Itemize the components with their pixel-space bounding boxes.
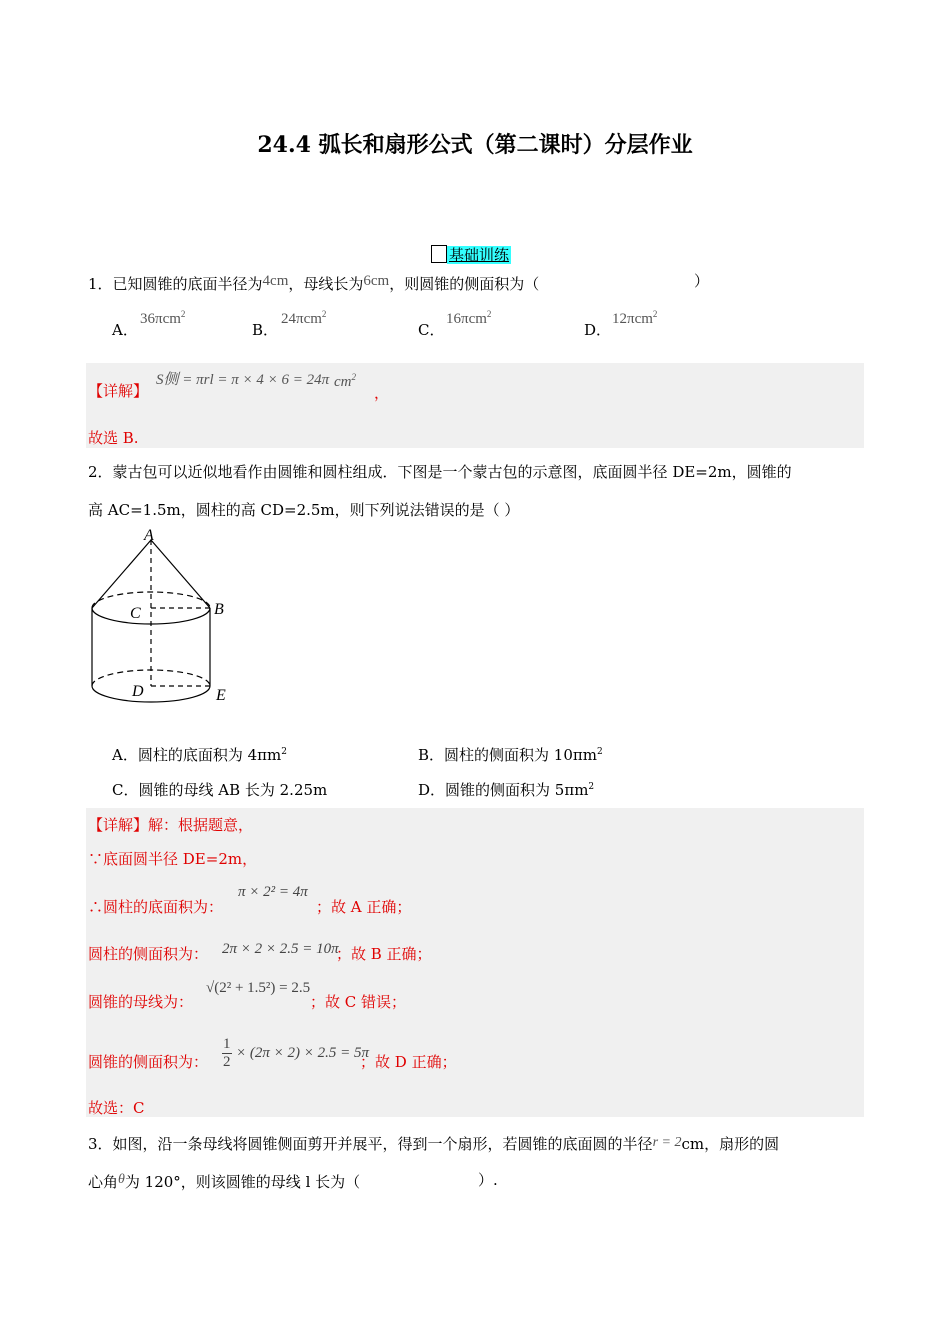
q2-answer-line2: ∵底面圆半径 DE=2m， [88,850,258,868]
q1-answer-unit [334,372,356,391]
q1-option-b-sup: 2 [321,309,327,319]
yurt-figure [84,528,244,718]
q2-stem-line2: 高 AC=1.5m，圆柱的高 CD=2.5m，则下列说法错误的是（ ） [88,501,520,519]
q1-option-a-value [140,309,185,328]
q2-answer-line4-tail: ；故 B 正确； [336,945,432,963]
bottom-ellipse-front [92,686,210,702]
q1-option-c-value [446,309,491,328]
label-d: D [132,683,144,700]
page-title: 24.4 弧长和扇形公式（第二课时）分层作业 [257,132,693,158]
section-label: 基础训练 [449,246,510,264]
q1-answer-unit-sup: 2 [351,372,356,382]
q1-answer-formula-text: S侧 = πrl = π × 4 × 6 = 24π [156,372,330,388]
q1-answer-conclusion: 故选 B. [88,429,139,447]
q3-radius-formula: r = 2 [652,1135,682,1150]
q1-option-d [584,320,611,340]
q2-answer-line5-label: 圆锥的母线为： [88,993,194,1011]
q1-option-a [112,320,138,340]
label-b: B [214,601,224,618]
q1-option-a-value-text: 36πcm [140,311,181,327]
q1-stem-text-b: ，母线长为 [288,275,364,293]
q2-option-d [418,777,594,800]
section-header [431,244,511,265]
q3-line2-text-b: 为 120°，则该圆锥的母线 l 长为（ [124,1173,361,1191]
q2-option-b-sup: 2 [596,747,603,757]
label-a: A [144,528,154,544]
q1-answer-unit-text: cm [334,374,352,390]
cone-left-edge [92,540,151,608]
section-box-icon [431,245,447,263]
q2-answer-line6-label: 圆锥的侧面积为： [88,1053,209,1071]
q2-option-b [418,742,603,765]
q3-stem-line2 [88,1170,360,1192]
q3-line1-text-b: cm，扇形的圆 [681,1135,780,1153]
q1-option-d-value [612,309,657,328]
q1-radius: 4cm [262,273,289,289]
q1-slant: 6cm [363,273,390,289]
q2-answer-line4-formula: 2π × 2 × 2.5 = 10π [222,941,339,957]
label-c: C [130,605,141,622]
q2-answer-line5-tail: ；故 C 错误； [310,993,407,1011]
q1-option-b-value [281,309,326,328]
q1-answer-tag: 【详解】 [88,382,149,400]
q1-stem [88,271,539,294]
q1-stem-text-c: ，则圆锥的侧面积为（ [389,275,540,293]
q2-answer-line6-tail: ；故 D 正确； [360,1053,457,1071]
q2-option-a [112,742,287,765]
q1-option-d-sup: 2 [652,309,658,319]
q1-option-a-label: A． [112,321,138,339]
q2-answer-line3-formula: π × 2² = 4π [238,884,308,900]
q3-stem-line1 [88,1133,779,1154]
q2-answer-line3-tail: ；故 A 正确； [316,898,412,916]
q2-option-a-sup: 2 [281,747,287,757]
q1-stem-text-a: 1．已知圆锥的底面半径为 [88,275,263,293]
q1-stem-close: ） [694,272,710,290]
q2-option-c-text: C．圆锥的母线 AB 长为 2.25m [112,781,328,799]
q2-option-a-text: A．圆柱的底面积为 4πm [112,746,282,764]
q2-answer-line5-formula: √(2² + 1.5²) = 2.5 [206,980,311,996]
q2-option-d-sup: 2 [588,782,595,792]
q2-answer-box [86,808,864,1117]
q3-line1-text-a: 3．如图，沿一条母线将圆锥侧面剪开并展平，得到一个扇形，若圆锥的底面圆的半径 [88,1135,653,1153]
q2-stem-line1: 2．蒙古包可以近似地看作由圆锥和圆柱组成．下图是一个蒙古包的示意图，底面圆半径 DE=2m，圆锥的 [88,463,792,481]
q3-theta: θ [118,1172,125,1187]
q1-answer-comma: ， [374,384,390,402]
q2-option-c [112,777,327,800]
q2-answer-line6-fraction [222,1036,232,1071]
q1-option-b-label: B． [252,321,279,339]
q1-option-c-label: C． [418,321,445,339]
q1-option-a-sup: 2 [180,309,186,319]
q2-answer-line7: 故选：C [88,1099,145,1117]
q3-line2-text-a: 心角 [88,1173,119,1191]
q2-option-d-text: D．圆锥的侧面积为 5πm [418,781,589,799]
q2-answer-line6-formula: × (2π × 2) × 2.5 = 5π [236,1045,370,1061]
q1-option-d-label: D． [584,321,612,339]
q1-option-b [252,320,278,340]
q1-option-b-value-text: 24πcm [281,311,322,327]
q1-option-c [418,320,444,340]
label-e: E [216,687,226,704]
fraction-denominator: 2 [223,1054,231,1070]
cone-right-edge [151,540,210,608]
fraction-numerator: 1 [223,1036,231,1052]
q1-answer-formula [156,368,329,389]
q3-stem-close: ）. [478,1171,498,1189]
q1-option-d-value-text: 12πcm [612,311,653,327]
q1-option-c-sup: 2 [486,309,492,319]
q1-answer-box [86,363,864,448]
q2-answer-line1: 【详解】解：根据题意， [88,816,254,834]
q2-option-b-text: B．圆柱的侧面积为 10πm [418,746,597,764]
q1-option-c-value-text: 16πcm [446,311,487,327]
q2-answer-line4-label: 圆柱的侧面积为： [88,945,209,963]
q2-answer-line3-label: ∴圆柱的底面积为： [88,898,224,916]
